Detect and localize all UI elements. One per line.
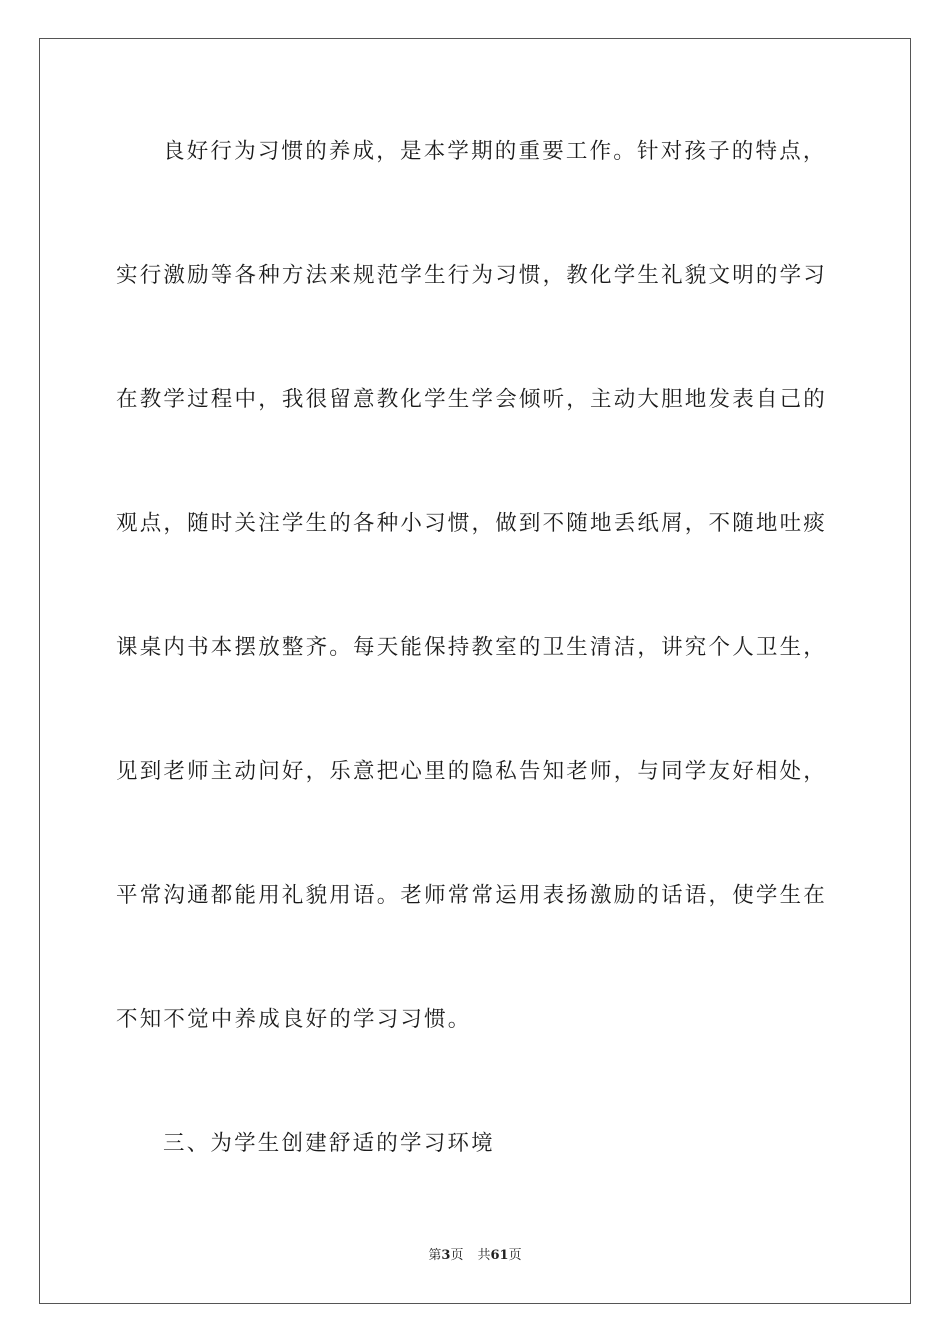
footer-total-prefix: 共: [477, 1248, 491, 1263]
footer-page-number: 3: [441, 1248, 451, 1263]
paragraph-line-2: 实行激励等各种方法来规范学生行为习惯，教化学生礼貌文明的学习: [116, 263, 828, 288]
page-footer: [0, 1247, 950, 1265]
paragraph-line-4: 观点，随时关注学生的各种小习惯，做到不随地丢纸屑，不随地吐痰: [116, 511, 828, 536]
page-border: [39, 38, 911, 1304]
paragraph-line-5: 课桌内书本摆放整齐。每天能保持教室的卫生清洁，讲究个人卫生，: [116, 635, 828, 660]
paragraph-line-7: 平常沟通都能用礼貌用语。老师常常运用表扬激励的话语，使学生在: [116, 883, 828, 908]
footer-total-pages: 61: [490, 1248, 509, 1263]
paragraph-line-6: 见到老师主动问好，乐意把心里的隐私告知老师，与同学友好相处，: [116, 759, 828, 784]
section-heading: 三、为学生创建舒适的学习环境: [163, 1131, 495, 1156]
footer-page-suffix: 页: [450, 1248, 464, 1263]
paragraph-line-3: 在教学过程中，我很留意教化学生学会倾听，主动大胆地发表自己的: [116, 387, 828, 412]
paragraph-line-8: 不知不觉中养成良好的学习习惯。: [116, 1007, 472, 1032]
footer-page-prefix: 第: [428, 1248, 442, 1263]
paragraph-line-1: 良好行为习惯的养成，是本学期的重要工作。针对孩子的特点，: [163, 139, 827, 164]
footer-total-suffix: 页: [508, 1248, 522, 1263]
